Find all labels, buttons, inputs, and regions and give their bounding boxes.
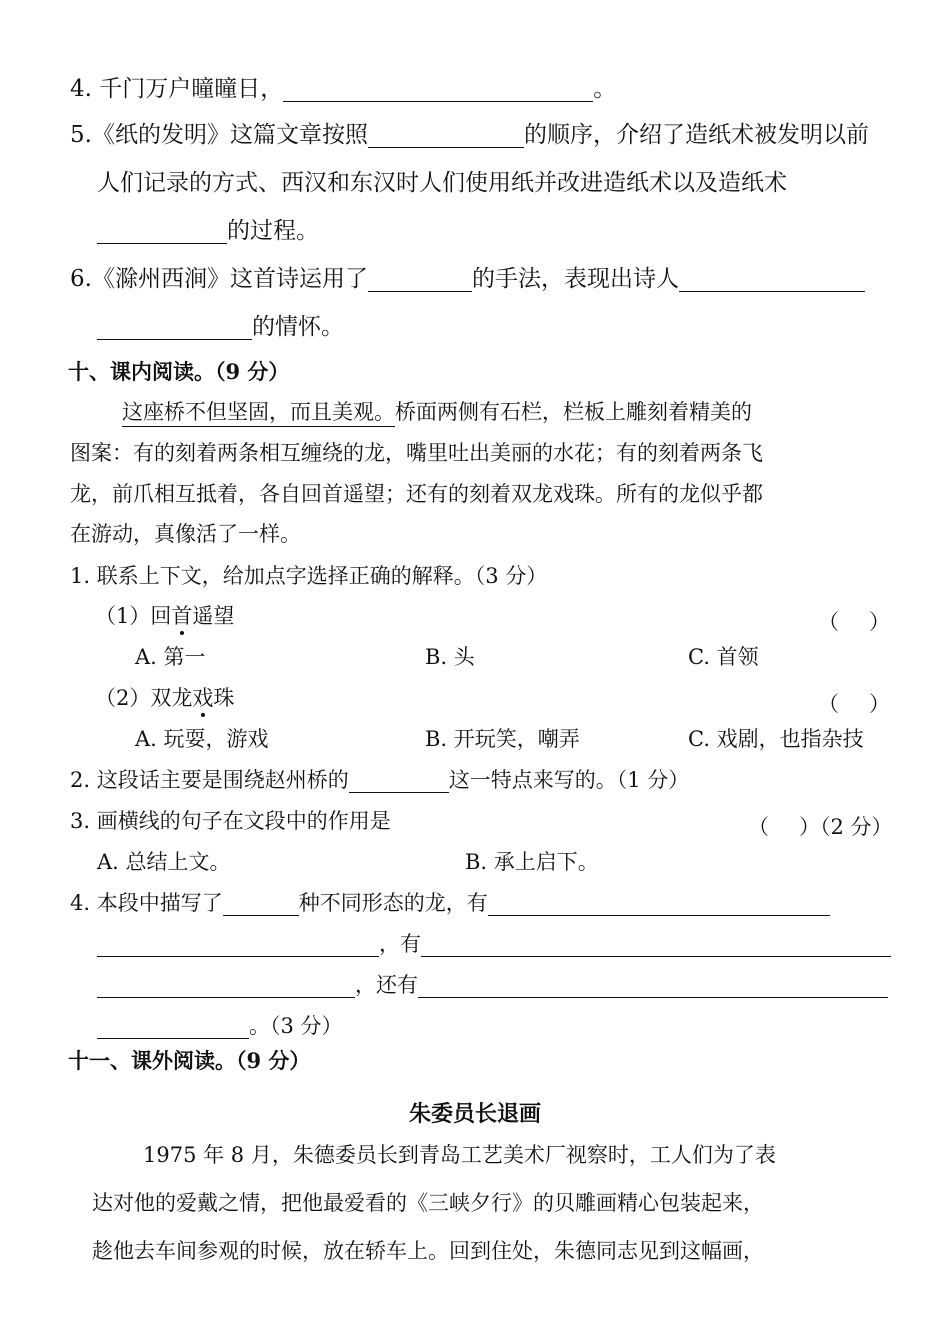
passage-line2: 达对他的爱戴之情，把他最爱看的《三峡夕行》的贝雕画精心包装起来，: [92, 1191, 764, 1215]
fill-q4-prefix: 4. 千门万户曈曈日，: [70, 76, 284, 102]
option-a[interactable]: A. 第一: [135, 645, 206, 669]
answer-paren[interactable]: （ ）（2 分）: [748, 815, 893, 839]
question-4-line4: [97, 1016, 343, 1039]
option-a[interactable]: A. 总结上文。: [97, 850, 231, 874]
fill-q4-suffix: 。: [593, 76, 617, 102]
q1-1-pre: （1）回: [95, 604, 172, 628]
question-4-line3: [97, 975, 888, 998]
question-4-line2: [97, 934, 891, 957]
fill-q5-prefix: 5.《纸的发明》这篇文章按照: [70, 122, 368, 148]
answer-blank[interactable]: [97, 221, 227, 244]
q4-haiyou: ，还有: [355, 973, 418, 997]
question-1: 1. 联系上下文，给加点字选择正确的解释。（3 分）: [70, 564, 548, 588]
q2-suffix: 这一特点来写的。（1 分）: [448, 768, 690, 792]
answer-blank[interactable]: [97, 975, 355, 998]
answer-blank[interactable]: [97, 317, 252, 340]
fill-q4: [70, 78, 616, 102]
q1-2-post: 珠: [213, 686, 235, 710]
q2-prefix: 2. 这段话主要是围绕赵州桥的: [70, 768, 349, 792]
answer-paren[interactable]: （ ）: [818, 610, 890, 634]
answer-blank[interactable]: [368, 125, 524, 148]
answer-blank[interactable]: [488, 893, 830, 916]
q1-1-post: 遥望: [192, 604, 235, 628]
q4-prefix: 4. 本段中描写了: [70, 891, 223, 915]
fill-q6-mid: 的手法，表现出诗人: [471, 266, 679, 292]
answer-blank[interactable]: [368, 269, 472, 292]
section10-heading: 十、课内阅读。（9 分）: [68, 359, 290, 384]
question-1-2: [95, 688, 234, 709]
answer-blank[interactable]: [421, 934, 891, 957]
q4-end: 。（3 分）: [249, 1014, 343, 1038]
q4-you: ，有: [379, 932, 421, 956]
section10-para-line4: 在游动，真像活了一样。: [70, 522, 301, 546]
q4-mid: 种不同形态的龙，有: [298, 891, 488, 915]
fill-q5-line1: [70, 124, 869, 148]
answer-blank[interactable]: [418, 975, 888, 998]
fill-q6-prefix: 6.《滁州西涧》这首诗运用了: [70, 266, 368, 292]
question-2: [70, 770, 689, 793]
answer-blank[interactable]: [223, 893, 299, 916]
fill-q5-line3-suffix: 的过程。: [227, 218, 319, 244]
option-b[interactable]: B. 头: [425, 645, 475, 669]
q1-2-pre: （2）双龙: [95, 686, 193, 710]
fill-q6-line2: [97, 316, 344, 340]
option-a[interactable]: A. 玩耍，游戏: [135, 727, 269, 751]
fill-q5-line2: 人们记录的方式、西汉和东汉时人们使用纸并改进造纸术以及造纸术: [97, 170, 787, 196]
fill-q5-suffix: 的顺序，介绍了造纸术被发明以前: [523, 122, 869, 148]
passage-title: 朱委员长退画: [408, 1101, 541, 1127]
dotted-char: 首: [171, 604, 193, 628]
answer-blank[interactable]: [349, 770, 449, 793]
answer-paren[interactable]: （ ）: [818, 692, 890, 716]
fill-q6-line2-suffix: 的情怀。: [252, 314, 344, 340]
section10-para-line2: 图案：有的刻着两条相互缠绕的龙，嘴里吐出美丽的水花；有的刻着两条飞: [70, 441, 763, 465]
section11-heading: 十一、课外阅读。（9 分）: [68, 1048, 311, 1073]
fill-q5-line3: [97, 220, 319, 244]
passage-line1: 1975 年 8 月，朱德委员长到青岛工艺美术厂视察时，工人们为了表: [143, 1143, 776, 1167]
option-c[interactable]: C. 戏剧，也指杂技: [688, 727, 864, 751]
option-b[interactable]: B. 承上启下。: [465, 850, 599, 874]
question-1-1: [95, 606, 234, 627]
fill-q6-line1: [70, 268, 865, 292]
section10-para-line3: 龙，前爪相互抵着，各自回首遥望；还有的刻着双龙戏珠。所有的龙似乎都: [70, 482, 763, 506]
question-4-line1: [70, 893, 830, 916]
answer-blank[interactable]: [97, 1016, 249, 1039]
dotted-char: 戏: [192, 686, 214, 710]
underlined-sentence: 这座桥不但坚固，而且美观。: [122, 400, 395, 427]
option-b[interactable]: B. 开玩笑，嘲弄: [425, 727, 580, 751]
para-line1-rest: 桥面两侧有石栏，栏板上雕刻着精美的: [395, 400, 752, 424]
answer-blank[interactable]: [97, 934, 379, 957]
question-3: 3. 画横线的句子在文段中的作用是: [70, 809, 391, 833]
option-c[interactable]: C. 首领: [688, 645, 759, 669]
answer-blank[interactable]: [679, 269, 865, 292]
q3-score: （2 分）: [820, 815, 893, 839]
passage-line3: 趁他去车间参观的时候，放在轿车上。回到住处，朱德同志见到这幅画，: [92, 1239, 764, 1263]
answer-blank[interactable]: [283, 79, 593, 102]
section10-para-line1: [122, 402, 752, 423]
